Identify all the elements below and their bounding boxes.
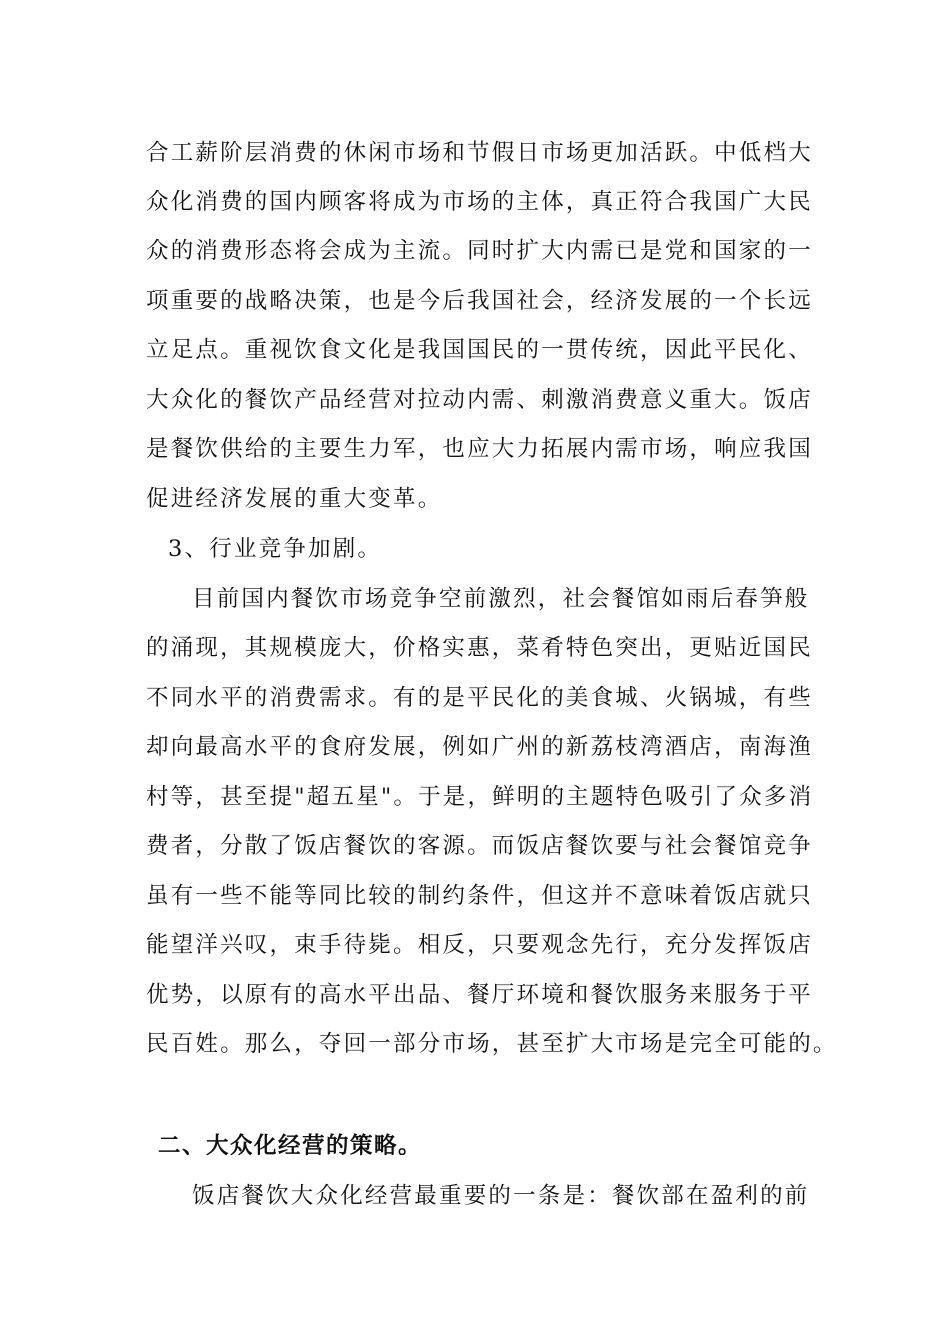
paragraph-line: 民百姓。那么，夺回一部分市场，甚至扩大市场是完全可能的。 bbox=[146, 1031, 838, 1057]
section-heading: 3、行业竞争加剧。 bbox=[168, 536, 383, 562]
paragraph-line: 促进经济发展的重大变革。 bbox=[146, 486, 443, 512]
paragraph-line: 村等，甚至提"超五星"。于是，鲜明的主题特色吸引了众多消 bbox=[146, 784, 814, 810]
paragraph-line: 立足点。重视饮食文化是我国国民的一贯传统，因此平民化、 bbox=[146, 337, 813, 363]
paragraph-line: 能望洋兴叹，束手待毙。相反，只要观念先行，充分发挥饭店 bbox=[146, 932, 813, 958]
paragraph-line: 不同水平的消费需求。有的是平民化的美食城、火锅城，有些 bbox=[146, 685, 813, 711]
paragraph-line: 众化消费的国内顾客将成为市场的主体，真正符合我国广大民 bbox=[146, 189, 813, 215]
paragraph-line: 优势，以原有的高水平出品、餐厅环境和餐饮服务来服务于平 bbox=[146, 982, 813, 1008]
paragraph-line: 众的消费形态将会成为主流。同时扩大内需已是党和国家的一 bbox=[146, 238, 813, 264]
paragraph-line: 饭店餐饮大众化经营最重要的一条是：餐饮部在盈利的前 bbox=[192, 1183, 810, 1209]
paragraph-line: 项重要的战略决策，也是今后我国社会，经济发展的一个长远 bbox=[146, 288, 813, 314]
paragraph-line: 是餐饮供给的主要生力军，也应大力拓展内需市场，响应我国 bbox=[146, 436, 813, 462]
paragraph-line: 目前国内餐饮市场竞争空前激烈，社会餐馆如雨后春笋般 bbox=[192, 586, 810, 612]
section-heading: 二、大众化经营的策略。 bbox=[158, 1133, 423, 1159]
paragraph-line: 大众化的餐饮产品经营对拉动内需、刺激消费意义重大。饭店 bbox=[146, 387, 813, 413]
paragraph-line: 费者，分散了饭店餐饮的客源。而饭店餐饮要与社会餐馆竞争 bbox=[146, 833, 813, 859]
paragraph-line: 的涌现，其规模庞大，价格实惠，菜肴特色突出，更贴近国民 bbox=[146, 635, 813, 661]
paragraph-line: 虽有一些不能等同比较的制约条件，但这并不意味着饭店就只 bbox=[146, 883, 813, 909]
paragraph-line: 合工薪阶层消费的休闲市场和节假日市场更加活跃。中低档大 bbox=[146, 140, 813, 166]
paragraph-line: 却向最高水平的食府发展，例如广州的新荔枝湾酒店，南海渔 bbox=[146, 734, 813, 760]
